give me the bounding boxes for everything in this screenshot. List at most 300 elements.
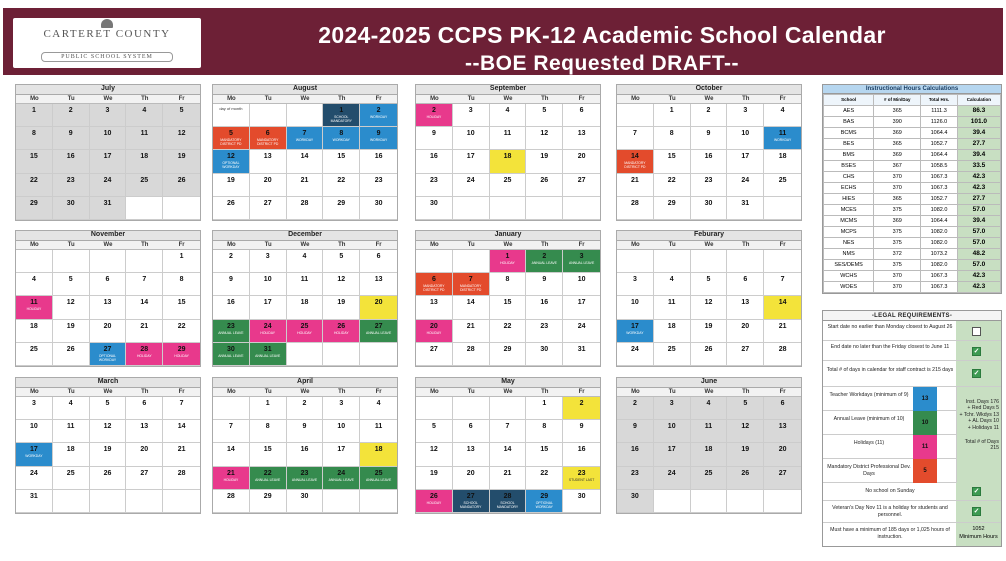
checkbox-total[interactable]: ✓ (973, 370, 980, 377)
day-cell[interactable] (250, 320, 287, 343)
day-cell[interactable] (617, 273, 654, 296)
day-cell[interactable] (53, 127, 90, 150)
day-cell[interactable] (526, 320, 563, 343)
day-cell[interactable] (213, 343, 250, 366)
day-cell[interactable] (617, 397, 654, 420)
day-cell[interactable] (490, 127, 527, 150)
day-cell[interactable] (250, 397, 287, 420)
day-cell[interactable] (654, 467, 691, 490)
day-cell[interactable] (453, 273, 490, 296)
day-cell[interactable] (163, 273, 200, 296)
day-cell[interactable] (654, 296, 691, 319)
day-cell[interactable] (287, 273, 324, 296)
table-cell: BSES (824, 161, 874, 172)
day-cell[interactable] (453, 420, 490, 443)
day-cell[interactable] (764, 273, 801, 296)
day-cell[interactable] (526, 174, 563, 197)
day-cell[interactable] (323, 320, 360, 343)
day-cell[interactable] (691, 467, 728, 490)
day-cell[interactable] (563, 296, 600, 319)
day-cell[interactable] (453, 127, 490, 150)
day-cell[interactable] (764, 104, 801, 127)
day-cell[interactable] (727, 343, 764, 366)
day-cell[interactable] (526, 296, 563, 319)
day-cell[interactable] (764, 343, 801, 366)
day-cell[interactable] (617, 174, 654, 197)
day-cell[interactable] (490, 273, 527, 296)
day-cell[interactable] (526, 397, 563, 420)
day-cell[interactable] (416, 490, 453, 513)
day-cell[interactable] (727, 467, 764, 490)
day-cell[interactable] (287, 250, 324, 273)
day-number: 18 (704, 446, 713, 454)
day-cell[interactable] (163, 467, 200, 490)
day-cell[interactable] (563, 250, 600, 273)
day-cell[interactable] (163, 296, 200, 319)
day-cell[interactable] (654, 127, 691, 150)
day-cell[interactable] (213, 127, 250, 150)
day-cell[interactable] (453, 104, 490, 127)
day-cell[interactable] (416, 296, 453, 319)
day-cell[interactable] (16, 420, 53, 443)
day-cell[interactable] (126, 320, 163, 343)
day-cell[interactable] (126, 296, 163, 319)
day-cell[interactable] (617, 150, 654, 173)
day-cell[interactable] (90, 174, 127, 197)
day-cell[interactable] (490, 174, 527, 197)
day-cell[interactable] (360, 150, 397, 173)
day-cell[interactable] (654, 420, 691, 443)
day-cell[interactable] (323, 197, 360, 220)
day-cell[interactable] (213, 490, 250, 513)
day-cell[interactable] (563, 420, 600, 443)
day-cell[interactable] (16, 343, 53, 366)
day-cell[interactable] (764, 420, 801, 443)
day-cell[interactable] (563, 174, 600, 197)
day-cell[interactable] (617, 296, 654, 319)
day-cell[interactable] (617, 197, 654, 220)
day-cell[interactable] (563, 467, 600, 490)
day-cell[interactable] (213, 150, 250, 173)
day-cell[interactable] (416, 150, 453, 173)
day-cell[interactable] (617, 490, 654, 513)
day-cell[interactable] (16, 273, 53, 296)
day-cell[interactable] (526, 150, 563, 173)
day-cell[interactable] (691, 296, 728, 319)
day-cell[interactable] (323, 467, 360, 490)
day-cell[interactable] (727, 197, 764, 220)
day-cell[interactable] (453, 467, 490, 490)
day-cell[interactable] (654, 104, 691, 127)
day-cell[interactable] (323, 397, 360, 420)
day-cell[interactable] (287, 127, 324, 150)
day-cell[interactable] (90, 150, 127, 173)
day-cell[interactable] (727, 420, 764, 443)
day-cell[interactable] (287, 197, 324, 220)
day-cell[interactable] (213, 467, 250, 490)
day-cell (53, 250, 90, 273)
day-cell[interactable] (727, 296, 764, 319)
day-cell[interactable] (654, 150, 691, 173)
day-cell[interactable] (563, 490, 600, 513)
day-cell[interactable] (526, 467, 563, 490)
day-cell[interactable] (250, 250, 287, 273)
day-cell[interactable] (250, 150, 287, 173)
day-cell[interactable] (323, 174, 360, 197)
day-cell[interactable] (53, 397, 90, 420)
day-cell[interactable] (360, 174, 397, 197)
day-cell[interactable] (250, 443, 287, 466)
day-cell[interactable] (654, 197, 691, 220)
day-cell[interactable] (360, 296, 397, 319)
day-cell[interactable] (90, 104, 127, 127)
day-cell[interactable] (126, 104, 163, 127)
day-cell[interactable] (490, 104, 527, 127)
day-cell[interactable] (617, 343, 654, 366)
day-cell[interactable] (490, 343, 527, 366)
day-cell[interactable] (453, 490, 490, 513)
day-cell[interactable] (90, 127, 127, 150)
day-cell[interactable] (163, 343, 200, 366)
day-cell[interactable] (53, 467, 90, 490)
day-cell[interactable] (617, 443, 654, 466)
instructional-hours-title: Instructional Hours Calculations (823, 85, 1001, 94)
day-cell[interactable] (416, 343, 453, 366)
day-cell[interactable] (453, 443, 490, 466)
day-cell[interactable] (163, 397, 200, 420)
day-cell[interactable] (654, 443, 691, 466)
day-number: 17 (263, 299, 272, 307)
day-number: 7 (302, 130, 307, 138)
day-cell[interactable] (16, 443, 53, 466)
day-cell[interactable] (416, 420, 453, 443)
day-cell[interactable] (53, 273, 90, 296)
leave-swatch: 10 (913, 411, 937, 435)
day-number: 18 (140, 153, 149, 161)
day-cell[interactable] (526, 420, 563, 443)
day-cell[interactable] (526, 273, 563, 296)
day-cell[interactable] (691, 420, 728, 443)
day-cell[interactable] (526, 490, 563, 513)
day-cell[interactable] (126, 127, 163, 150)
day-cell[interactable] (490, 490, 527, 513)
day-cell[interactable] (16, 197, 53, 220)
day-cell[interactable] (617, 420, 654, 443)
day-cell[interactable] (727, 397, 764, 420)
day-cell[interactable] (16, 127, 53, 150)
day-cell[interactable] (654, 273, 691, 296)
day-cell[interactable] (213, 273, 250, 296)
day-cell[interactable] (16, 296, 53, 319)
day-cell[interactable] (416, 197, 453, 220)
day-cell[interactable] (360, 197, 397, 220)
day-cell[interactable] (53, 197, 90, 220)
day-cell[interactable] (163, 443, 200, 466)
day-cell[interactable] (16, 104, 53, 127)
day-cell[interactable] (654, 174, 691, 197)
day-cell[interactable] (287, 443, 324, 466)
day-number: 3 (632, 276, 637, 284)
day-cell[interactable] (287, 490, 324, 513)
day-cell[interactable] (53, 420, 90, 443)
day-number: 15 (540, 446, 549, 454)
day-cell[interactable] (416, 443, 453, 466)
day-cell[interactable] (323, 443, 360, 466)
day-cell[interactable] (250, 343, 287, 366)
day-cell[interactable] (360, 320, 397, 343)
weekday-label: Tu (668, 96, 676, 102)
day-cell[interactable] (691, 397, 728, 420)
day-cell[interactable] (360, 467, 397, 490)
day-cell[interactable] (287, 150, 324, 173)
day-cell[interactable] (90, 420, 127, 443)
day-cell[interactable] (213, 443, 250, 466)
day-cell[interactable] (691, 343, 728, 366)
day-number: 23 (430, 176, 438, 184)
day-cell[interactable] (360, 127, 397, 150)
day-cell[interactable] (213, 250, 250, 273)
day-cell[interactable] (490, 150, 527, 173)
day-cell[interactable] (360, 104, 397, 127)
day-cell[interactable] (691, 197, 728, 220)
day-event-label: HOLIDAY (426, 500, 442, 505)
day-cell[interactable] (213, 420, 250, 443)
day-number: 7 (780, 276, 785, 284)
day-cell[interactable] (90, 343, 127, 366)
day-cell[interactable] (90, 320, 127, 343)
day-cell[interactable] (691, 174, 728, 197)
day-cell[interactable] (53, 296, 90, 319)
weekday-label: Th (141, 96, 149, 102)
day-cell[interactable] (563, 443, 600, 466)
day-cell[interactable] (764, 443, 801, 466)
day-cell[interactable] (654, 397, 691, 420)
day-cell[interactable] (126, 150, 163, 173)
day-cell[interactable] (654, 320, 691, 343)
day-cell[interactable] (126, 467, 163, 490)
day-number: 10 (30, 423, 38, 431)
day-cell[interactable] (764, 467, 801, 490)
day-cell[interactable] (126, 273, 163, 296)
day-cell[interactable] (250, 296, 287, 319)
day-cell[interactable] (53, 443, 90, 466)
day-cell[interactable] (490, 443, 527, 466)
table-cell: 33.5 (957, 161, 1000, 172)
day-cell[interactable] (764, 150, 801, 173)
day-number: 28 (631, 199, 639, 207)
month-name: July (16, 85, 200, 95)
day-cell[interactable] (126, 443, 163, 466)
day-cell[interactable] (250, 273, 287, 296)
day-cell[interactable] (360, 443, 397, 466)
day-cell[interactable] (563, 273, 600, 296)
day-cell[interactable] (287, 467, 324, 490)
day-cell[interactable] (563, 320, 600, 343)
day-cell[interactable] (563, 104, 600, 127)
day-cell[interactable] (526, 443, 563, 466)
day-cell[interactable] (90, 397, 127, 420)
day-cell[interactable] (526, 343, 563, 366)
day-cell[interactable] (416, 104, 453, 127)
day-cell (323, 343, 360, 366)
day-number: 29 (667, 199, 676, 207)
day-cell[interactable] (526, 250, 563, 273)
day-cell[interactable] (617, 320, 654, 343)
day-cell[interactable] (90, 273, 127, 296)
day-cell[interactable] (287, 397, 324, 420)
day-cell[interactable] (53, 150, 90, 173)
day-cell[interactable] (323, 104, 360, 127)
day-cell[interactable] (526, 104, 563, 127)
day-cell[interactable] (323, 150, 360, 173)
day-cell[interactable] (563, 127, 600, 150)
day-cell[interactable] (213, 174, 250, 197)
day-cell[interactable] (163, 250, 200, 273)
day-cell[interactable] (764, 296, 801, 319)
day-cell[interactable] (490, 320, 527, 343)
day-cell[interactable] (126, 343, 163, 366)
day-cell[interactable] (526, 127, 563, 150)
day-cell[interactable] (416, 174, 453, 197)
day-cell[interactable] (691, 104, 728, 127)
day-cell[interactable] (691, 150, 728, 173)
day-cell[interactable] (727, 273, 764, 296)
day-cell[interactable] (360, 397, 397, 420)
day-cell[interactable] (654, 343, 691, 366)
day-cell[interactable] (90, 296, 127, 319)
day-cell[interactable] (90, 467, 127, 490)
day-cell[interactable] (691, 320, 728, 343)
checkbox-end[interactable]: ✓ (973, 348, 980, 355)
day-cell[interactable] (53, 174, 90, 197)
day-number: 5 (706, 276, 711, 284)
day-number: 12 (227, 153, 235, 161)
day-cell[interactable] (323, 127, 360, 150)
checkbox-start[interactable] (972, 327, 981, 336)
day-cell[interactable] (490, 420, 527, 443)
day-cell[interactable] (53, 104, 90, 127)
table-cell: SES/DEMS (824, 260, 874, 271)
day-cell[interactable] (490, 467, 527, 490)
day-cell[interactable] (727, 150, 764, 173)
day-cell[interactable] (691, 127, 728, 150)
day-cell[interactable] (453, 320, 490, 343)
day-cell[interactable] (287, 174, 324, 197)
day-cell[interactable] (16, 320, 53, 343)
weekday-label: Fr (178, 389, 185, 395)
checkbox-sunday[interactable]: ✓ (973, 488, 980, 495)
day-cell[interactable] (250, 197, 287, 220)
day-cell[interactable] (617, 127, 654, 150)
day-cell[interactable] (764, 397, 801, 420)
day-cell[interactable] (53, 320, 90, 343)
day-cell[interactable] (250, 467, 287, 490)
day-cell[interactable] (213, 197, 250, 220)
table-cell: 57.0 (957, 260, 1000, 271)
day-cell[interactable] (416, 127, 453, 150)
day-cell[interactable] (416, 467, 453, 490)
day-cell[interactable] (416, 273, 453, 296)
day-cell[interactable] (727, 320, 764, 343)
day-cell[interactable] (163, 420, 200, 443)
day-cell[interactable] (250, 420, 287, 443)
day-cell[interactable] (163, 150, 200, 173)
day-cell[interactable] (360, 420, 397, 443)
day-cell[interactable] (163, 174, 200, 197)
day-cell (617, 104, 654, 127)
day-cell[interactable] (453, 174, 490, 197)
day-cell[interactable] (213, 320, 250, 343)
checkbox-veterans[interactable]: ✓ (973, 508, 980, 515)
day-cell[interactable] (126, 397, 163, 420)
day-cell[interactable] (16, 174, 53, 197)
day-cell[interactable] (126, 174, 163, 197)
day-cell[interactable] (90, 197, 127, 220)
day-cell[interactable] (323, 250, 360, 273)
day-cell[interactable] (323, 296, 360, 319)
day-cell[interactable] (727, 174, 764, 197)
day-cell[interactable] (90, 443, 127, 466)
day-cell[interactable] (416, 320, 453, 343)
day-cell[interactable] (727, 127, 764, 150)
day-cell[interactable] (453, 150, 490, 173)
day-cell[interactable] (53, 343, 90, 366)
day-cell[interactable] (323, 420, 360, 443)
day-cell[interactable] (287, 420, 324, 443)
day-number: 24 (30, 469, 38, 477)
table-cell: 365 (874, 139, 921, 150)
day-number: 26 (741, 469, 750, 477)
day-cell[interactable] (287, 296, 324, 319)
day-cell[interactable] (764, 174, 801, 197)
day-cell[interactable] (16, 150, 53, 173)
day-cell[interactable] (490, 250, 527, 273)
day-cell[interactable] (16, 467, 53, 490)
day-cell[interactable] (16, 490, 53, 513)
day-cell[interactable] (360, 250, 397, 273)
day-cell[interactable] (727, 443, 764, 466)
day-cell[interactable] (453, 296, 490, 319)
day-number: 3 (743, 107, 748, 114)
day-cell[interactable] (213, 296, 250, 319)
day-cell[interactable] (764, 320, 801, 343)
day-number: 11 (667, 299, 676, 307)
day-cell[interactable] (691, 443, 728, 466)
day-cell[interactable] (563, 150, 600, 173)
day-cell[interactable] (250, 127, 287, 150)
day-cell[interactable] (563, 343, 600, 366)
day-number: 30 (227, 345, 235, 353)
day-cell[interactable] (727, 104, 764, 127)
day-cell[interactable] (617, 467, 654, 490)
day-cell[interactable] (163, 104, 200, 127)
day-cell[interactable] (250, 490, 287, 513)
day-cell[interactable] (691, 273, 728, 296)
day-cell[interactable] (163, 127, 200, 150)
day-cell[interactable] (453, 343, 490, 366)
day-cell[interactable] (287, 320, 324, 343)
day-cell[interactable] (250, 174, 287, 197)
day-cell[interactable] (764, 127, 801, 150)
weekday-label: Th (338, 96, 346, 102)
day-cell[interactable] (163, 320, 200, 343)
day-cell[interactable] (323, 273, 360, 296)
day-cell[interactable] (16, 397, 53, 420)
day-cell[interactable] (490, 296, 527, 319)
day-cell[interactable] (563, 397, 600, 420)
day-cell[interactable] (360, 273, 397, 296)
day-cell[interactable] (126, 420, 163, 443)
